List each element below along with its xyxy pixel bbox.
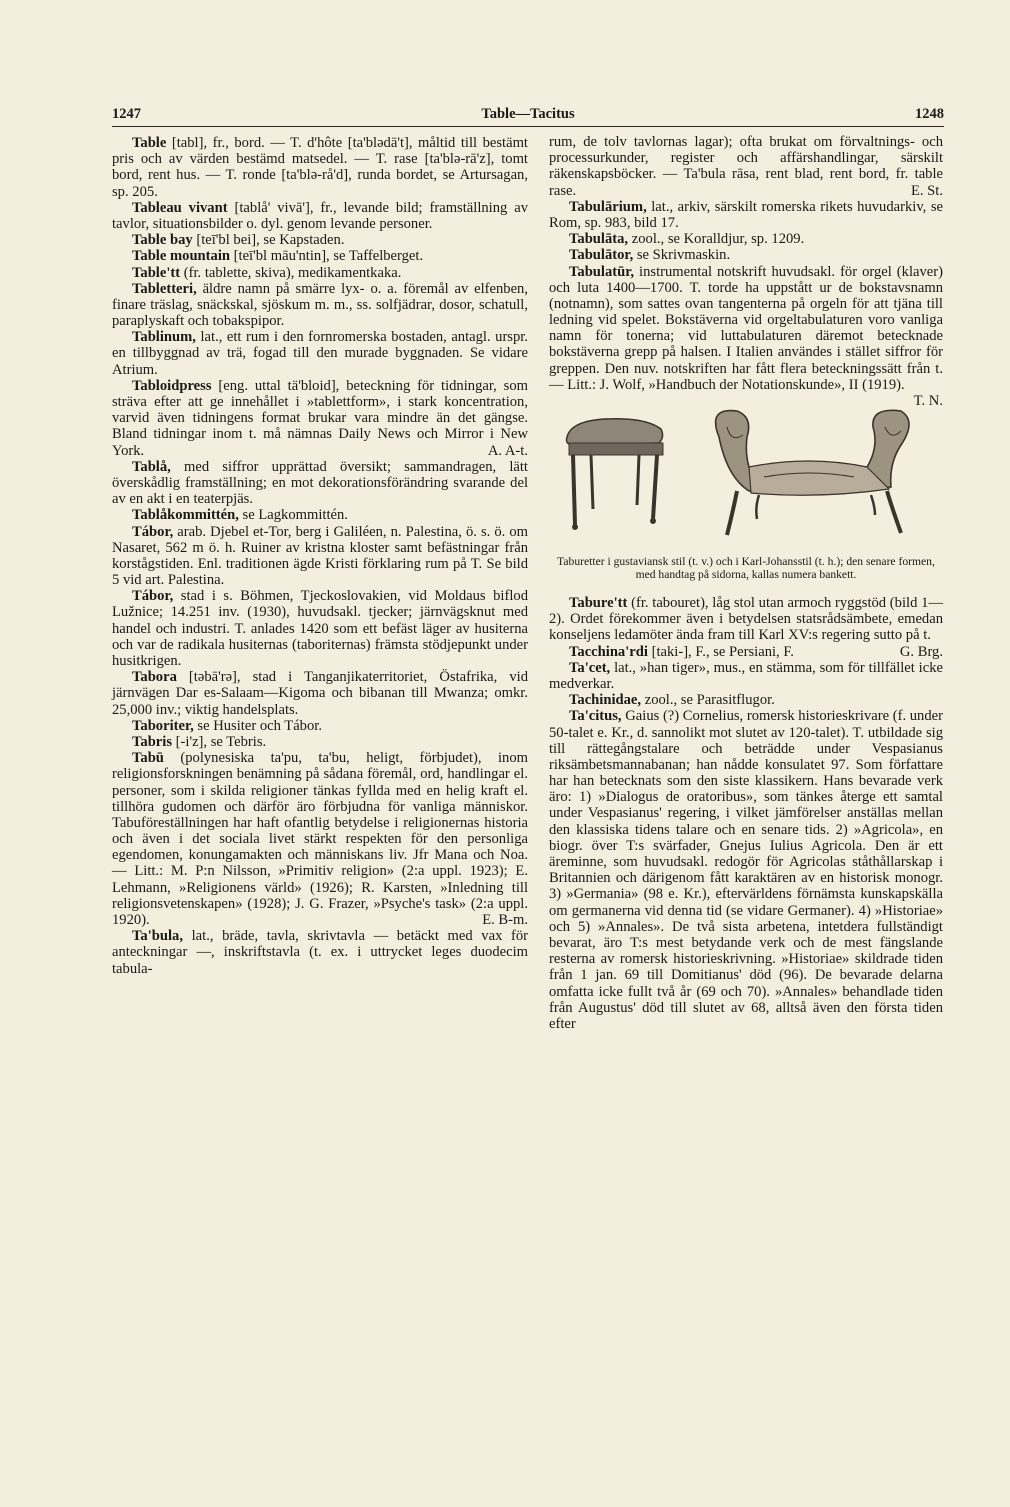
- entry-body: zool., se Koralldjur, sp. 1209.: [628, 231, 805, 248]
- page-header: [112, 106, 944, 126]
- entry-body: lat., ett rum i den fornromerska bostaden, antagl. urspr. en tillbyggnad av trä, fogad till den murade byggnaden. Se vidare Atrium.: [112, 329, 528, 378]
- dictionary-entry: [112, 200, 528, 232]
- dictionary-entry: [549, 231, 943, 247]
- entry-headword: Tablå,: [132, 458, 171, 475]
- author-signature: A. A-t.: [487, 442, 528, 459]
- entry-headword: Tablåkommittén,: [132, 507, 239, 524]
- karl-johan-bench-image: [716, 410, 909, 535]
- entry-headword: Table'tt: [132, 264, 181, 281]
- entry-headword: Tábor,: [132, 588, 174, 605]
- entry-body: [taki-], F., se Persiani, F.: [647, 643, 794, 660]
- page-number-left: 1247: [112, 106, 141, 122]
- dictionary-entry: [112, 928, 528, 977]
- entry-headword: Ta'citus,: [569, 708, 622, 725]
- entry-headword: Ta'cet,: [569, 659, 611, 676]
- entry-headword: Table bay: [132, 232, 193, 249]
- right-column-bottom: [549, 595, 943, 1032]
- taburett-figure: [549, 407, 943, 547]
- dictionary-entry: [112, 281, 528, 330]
- dictionary-entry: [112, 507, 528, 523]
- dictionary-entry: [549, 134, 943, 199]
- entry-body: lat., bräde, tavla, skrivtavla — betäckt med vax för anteckningar —, inskriftstavla (t. ex. i uttrycket leges duodecim tabula-: [112, 928, 528, 977]
- entry-body: [tabl], fr., bord. — T. d'hôte [ta'blədā't], måltid till bestämt pris och av värden bestämd matsedel. — T. rase [ta'blə-rā'z], tomt bord, rent hus. — T. ronde [ta'blə-rå'd], runda bordet, se Artursagan, sp. 205.: [112, 135, 528, 200]
- dictionary-entry: [549, 708, 943, 1032]
- entry-body: arab. Djebel et-Tor, berg i Galiléen, n. Palestina, ö. s. ö. om Nasaret, 562 m ö. h. Ruiner av kristna kloster samt befästningar från korstågstiden. Enl. traditionen ägde Kristi förklaring rum på T. Se bild 5 vid art. Palestina.: [112, 523, 528, 589]
- right-column: [549, 134, 943, 1032]
- entry-headword: Tabloidpress: [132, 377, 212, 394]
- entry-headword: Tachinidae,: [569, 692, 642, 709]
- dictionary-entry: [112, 718, 528, 734]
- entry-body: [təbā'rə], stad i Tanganjikaterritoriet, Östafrika, vid järnvägen Dar es-Salaam—Kigoma och bibanan till Mwanza; omkr. 25,000 inv.; viktig handelsplats.: [112, 669, 528, 718]
- entry-headword: Tableau vivant: [132, 199, 228, 216]
- entry-body: zool., se Parasitflugor.: [641, 692, 775, 709]
- entry-headword: Tabletteri,: [132, 280, 197, 297]
- dictionary-entry: [549, 263, 943, 409]
- entry-body: [tablå' vivā'], fr., levande bild; framställning av tavlor, situationsbilder o. dyl. genom levande personer.: [112, 199, 528, 232]
- entry-headword: Taboriter,: [132, 717, 194, 734]
- entry-headword: Table mountain: [132, 248, 231, 265]
- entry-body: se Husiter och Tábor.: [193, 717, 322, 734]
- dictionary-entry: [112, 232, 528, 248]
- entry-body: [teī'bl bei], se Kapstaden.: [192, 232, 345, 249]
- entry-body: lat., »han tiger», mus., en stämma, som för tillfället icke medverkar.: [549, 659, 943, 692]
- figure-caption: Taburetter i gustaviansk stil (t. v.) och i Karl-Johansstil (t. h.); den senare formen, med handtag på sidorna, kallas numera bankett.: [557, 555, 935, 581]
- entry-body: med siffror upprättad översikt; sammandragen, lätt överskådlig framställning; en mot dekorationsförändring svarande del av en akt i en teaterpjäs.: [112, 458, 528, 508]
- entry-body: [-i'z], se Tebris.: [172, 733, 267, 750]
- entry-headword: Tabulātor,: [569, 247, 634, 264]
- entry-headword: Tábor,: [132, 523, 174, 540]
- entry-headword: Tablinum,: [132, 329, 196, 346]
- entry-body: se Skrivmaskin.: [633, 247, 731, 264]
- entry-body: [teī'bl māu'ntin], se Taffelberget.: [230, 248, 424, 265]
- entry-body: (fr. tabouret), låg stol utan armoch ryggstöd (bild 1—2). Ordet förekommer även i betydelsen statsrådsämbete, emedan konseljens ledamöter ända fram till Karl XV:s regering sutto på t.: [549, 595, 943, 644]
- dictionary-entry: [112, 734, 528, 750]
- entry-body: instrumental notskrift huvudsakl. för orgel (klaver) och luta 1400—1700. T. torde ha uppstått ur de bokstavsnamn (notnamn), som sattes ovan tangenterna på orgeln för att tjäna till ledning vid spelet. Bokstäverna vid orgeltabulaturen voro vanliga namn för tonerna; vid luttabulaturen däremot betecknade bokstäverna grepp på halsen. I Italien användes i stället siffror för greppen. Den nuv. notskriften har fått flera beteckningssätt från t. — Litt.: J. Wolf, »Handbuch der Notationskunde», II (1919).: [549, 263, 943, 393]
- author-signature: T. N.: [913, 393, 943, 409]
- entry-body: Gaius (?) Cornelius, romersk historieskrivare (f. under 50-talet e. Kr., d. sannolikt mot slutet av 120-talet). T. utbildade sig till rättegångstalare och beträdde under Vespasianus riksämbetsmannabanan; han nådde konsulatet 97. Som författare har han betecknats som den siste klassikern. Hans bevarade verk äro: 1) »Dialogus de oratoribus», som tänkes återge ett samtal under Vespasianus' regering, i vilket jämförelser anställas mellan den klassiska tidens talare och en senare tids. 2) »Agricola», en biogr. över T:s svärfader, Gnejus Iulius Agricola. Den är ett äreminne, som huvudsakl. redogör för Agricolas ståthållarskap i Britannien och därigenom fått karaktären av en historisk monogr. 3) »Germania» (98 e. Kr.), eftervärldens förnämsta kunskapskälla om germanerna vid denna tid (se vidare Germaner). 4) »Historiae» och 5) »Annales». De två sista arbetena, intetdera fullständigt bevarat, äro T:s mest betydande verk och de mest fängslande resterna av romersk historieskrivning. »Historiae» skildrade tiden från 1 jan. 69 till Domitianus' död (96). De bevarade delarna omfatta icke fullt två år (69 och 70). »Annales» behandlade tiden från Augustus' död till slutet av 68, alltså även den första tiden efter: [549, 708, 943, 1032]
- entry-headword: Tabris: [132, 733, 173, 750]
- dictionary-entry: [112, 459, 528, 508]
- entry-body: stad i s. Böhmen, Tjeckoslovakien, vid Moldaus biflod Lužnice; 14.251 inv. (1930), huvudsakl. tjecker; järnvägsknut med handel och industri. T. anlades 1420 som ett befäst läger av husiterna och var de radikala husiternas (taboriternas) främsta stödjepunkt under husitkrigen.: [112, 588, 528, 669]
- dictionary-entry: [112, 265, 528, 281]
- dictionary-entry: [112, 750, 528, 928]
- entry-headword: Tabū: [132, 750, 164, 767]
- dictionary-entry: [549, 660, 943, 692]
- entry-headword: Tabulatūr,: [569, 263, 635, 280]
- entry-headword: Tabulāta,: [569, 231, 629, 248]
- entry-headword: Tabora: [132, 669, 177, 686]
- entry-headword: Tabure'tt: [569, 595, 628, 611]
- entry-body: [eng. uttal tä'bloid], beteckning för tidningar, som sträva efter att ge innehållet i »tablettform», i stark koncentration, varvid även tidningens format brukar vara mindre än det gängse. Bland tidningar inom t. må nämnas Daily News och Mirror i New York.: [112, 377, 528, 459]
- dictionary-entry: [549, 692, 943, 708]
- gustavian-stool-image: [567, 419, 664, 530]
- entry-body: lat., arkiv, särskilt romerska rikets huvudarkiv, se Rom, sp. 983, bild 17.: [549, 198, 943, 231]
- entry-headword: Ta'bula,: [132, 928, 183, 945]
- entry-body: (polynesiska ta'pu, ta'bu, heligt, förbjudet), inom religionsforskningen benämning på sådana föremål, ord, handlingar el. personer, som i skilda religioner tänkas fyllda med en helig kraft el. tillhöra gudomen och därför äro förbjudna för vanliga människor. Tabuföreställningen har haft ofantlig betydelse i religionernas historia och även i det sociala livet stärkt respekten för den personliga egendomen, konungamakten och människans liv. Jfr Mana och Noa. — Litt.: M. P:n Nilsson, »Primitiv religion» (2:a uppl. 1923); E. Lehmann, »Religionens värld» (1926); R. Karsten, »Inledning till religionsvetenskapen» (1928); J. G. Frazer, »Psyche's task» (2:a uppl. 1920).: [112, 750, 528, 928]
- entry-headword: Tabulārium,: [569, 198, 647, 215]
- dictionary-entry: [549, 199, 943, 231]
- dictionary-entry: [549, 247, 943, 263]
- page-number-right: 1248: [915, 106, 944, 122]
- entry-body: (fr. tablette, skiva), medikamentkaka.: [180, 264, 402, 281]
- dictionary-entry: [112, 378, 528, 459]
- dictionary-entry: [112, 135, 528, 200]
- entry-body: se Lagkommittén.: [238, 507, 348, 524]
- right-column-top: [549, 134, 943, 409]
- author-signature: G. Brg.: [899, 643, 943, 660]
- header-rule: [112, 126, 944, 127]
- dictionary-entry: [112, 524, 528, 589]
- dictionary-entry: [112, 669, 528, 718]
- entry-body: rum, de tolv tavlornas lagar); ofta brukat om förvaltnings- och processurkunder, register och affärshandlingar, särskilt räkenskapsböcker. — Ta'bula rāsa, rent blad, rent bord, fr. table rase.: [549, 134, 943, 199]
- entry-body: äldre namn på smärre lyx- o. a. föremål av elfenben, finare träslag, snäckskal, sjöskum m. m., ss. solfjädrar, dosor, schatull, paraplyskaft och tobakspipor.: [112, 280, 528, 330]
- entry-headword: Tacchina'rdi: [569, 643, 648, 660]
- dictionary-entry: [112, 248, 528, 264]
- entry-headword: Table: [132, 135, 167, 151]
- author-signature: E. St.: [910, 182, 943, 199]
- dictionary-entry: [112, 329, 528, 378]
- dictionary-entry: [112, 588, 528, 669]
- left-column: [112, 135, 528, 977]
- running-title: Table—Tacitus: [481, 106, 575, 122]
- taburett-illustration: [549, 407, 943, 547]
- author-signature: E. B-m.: [482, 912, 528, 928]
